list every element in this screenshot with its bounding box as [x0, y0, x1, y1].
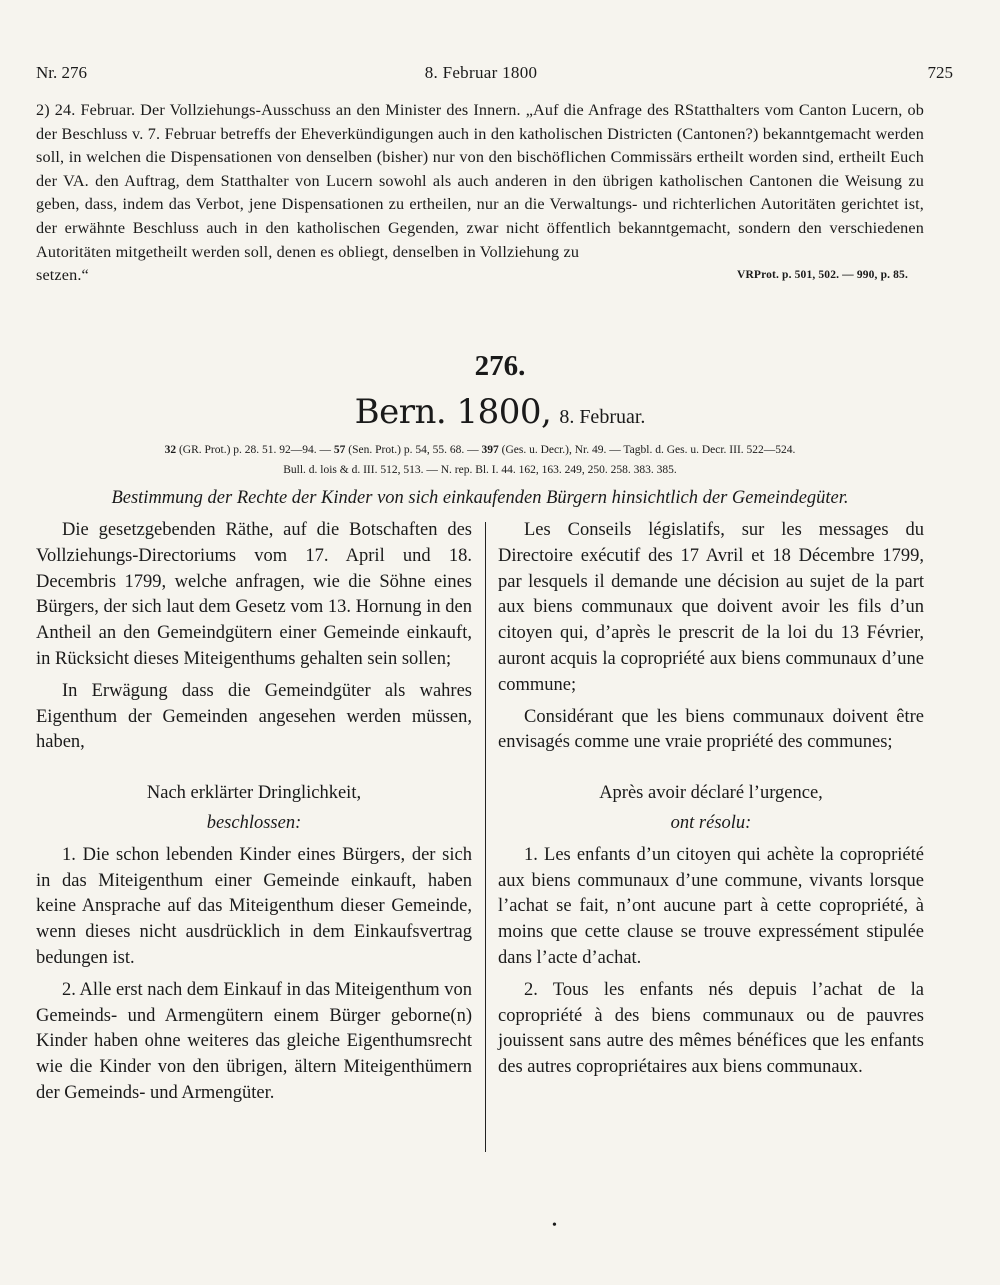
source-ref-text: (Ges. u. Decr.), Nr. 49. — Tagbl. d. Ges. u. Decr. III. 522—524. — [498, 444, 796, 456]
french-article-2: 2. Tous les enfants nés depuis l’achat de la copropriété à des biens communaux ou de pauvres jouissent sans autre des mêmes bénéfices que les enfants des autres copropriétaires aux biens communaux. — [498, 979, 924, 1078]
previous-entry-text — [36, 99, 924, 288]
header-date: 8. Februar 1800 — [424, 63, 538, 82]
source-ref-text: (Sen. Prot.) p. 54, 55. 68. — — [345, 444, 482, 456]
french-urgency: Après avoir déclaré l’urgence, — [599, 783, 823, 804]
french-preamble: Les Conseils législatifs, sur les messages du Directoire exécutif des 17 Avril et 18 Décembre 1799, par lesquels il demande une décision au sujet de la part aux biens communaux que doivent avoir les fils d’un citoyen qui, d’après le prescrit de la loi du 13 Février, auront acquis la copropriété aux biens communaux d’une commune; — [498, 520, 924, 695]
german-consideration: In Erwägung dass die Gemeindgüter als wahres Eigenthum der Gemeinden angesehen werden müssen, haben, — [36, 680, 472, 753]
french-column — [498, 518, 924, 1087]
document-subject: Bestimmung der Rechte der Kinder von sich einkaufenden Bürgern hinsichtlich der Gemeindegüter. — [111, 488, 849, 508]
german-article-1: 1. Die schon lebenden Kinder eines Bürgers, der sich in das Miteigenthum einer Gemeinde einkauft, haben keine Ansprache auf das Miteigenthum dieser Gemeinde, wenn dieses nicht ausdrücklich in dem Einkaufsvertrag bedungen ist. — [36, 844, 472, 968]
header-document-number: Nr. 276 — [36, 63, 87, 82]
source-references-line-2: Bull. d. lois & d. III. 512, 513. — N. rep. Bl. I. 44. 162, 163. 249, 250. 258. 383. 385. — [283, 464, 677, 476]
source-references — [36, 440, 924, 480]
header-page-number: 725 — [927, 63, 953, 82]
source-ref-text: (GR. Prot.) p. 28. 51. 92—94. — — [176, 444, 334, 456]
german-preamble: Die gesetzgebenden Räthe, auf die Botschaften des Vollziehungs-Directoriums vom 17. April und 18. Decembris 1799, welche anfragen, wie die Söhne eines Bürgers, der sich laut dem Gesetz vom 13. Hornung in den Antheil an den Gemeindgütern einer Gemeinde einkauft, in Rücksicht dieses Miteigenthums gehalten sein sollen; — [36, 520, 472, 669]
french-resolved: ont résolu: — [670, 812, 752, 833]
document-heading — [0, 392, 1000, 432]
previous-entry-body: 2) 24. Februar. Der Vollziehungs-Ausschuss an den Minister des Innern. „Auf die Anfrage des RStatthalters vom Canton Lucern, ob der Beschluss v. 7. Februar betreffs der Eheverkündigungen auch in den katholischen Districten (Cantonen?) bekanntgemacht werden soll, in welchen die Dispensationen von denselben (bisher) nur von den bischöflichen Commissärs ertheilt worden sind, ertheilt Euch der VA. den Auftrag, dem Statthalter von Lucern sowohl als auch anderen in den übrigen katholischen Cantonen die Weisung zu geben, dass, indem das Verbot, jene Dispensationen zu ertheilen, nur an die Verwaltungs- und richterlichen Autoritäten gerichtet ist, der erwähnte Beschluss auch in den katholischen Gegenden, zwar nicht öffentlich bekanntgemacht, sondern den verschiedenen Autoritäten mitgetheilt werden soll, denen es obliegt, denselben in Vollziehung zu — [36, 101, 924, 261]
document-number: 276. — [474, 350, 526, 382]
german-urgency: Nach erklärter Dringlichkeit, — [146, 783, 362, 804]
source-references-line-1 — [36, 440, 924, 460]
french-article-1: 1. Les enfants d’un citoyen qui achète la copropriété aux biens communaux d’une commune, vivants lorsque l’achat se fait, n’ont aucune part à cette copropriété, à moins que cette clause se trouve expressément stipulée dans l’acte d’achat. — [498, 844, 924, 968]
previous-entry-reference: VRProt. p. 501, 502. — 990, p. 85. — [736, 269, 908, 282]
column-divider — [485, 522, 486, 1152]
source-ref-number: 32 — [164, 444, 177, 456]
french-consideration: Considérant que les biens communaux doivent être envisagés comme une vraie propriété des communes; — [498, 706, 924, 753]
previous-entry-end-line — [36, 264, 924, 288]
footer-mark: • — [552, 1218, 557, 1233]
german-resolved: beschlossen: — [206, 812, 302, 833]
german-column — [36, 518, 472, 1113]
german-article-2: 2. Alle erst nach dem Einkauf in das Miteigenthum von Gemeinds- und Armengütern einem Bürger geborne(n) Kinder haben ohne weiteres das gleiche Eigenthumsrecht wie die Kinder von den übrigen, ältern Miteigenthümern der Gemeinds- und Armengüter. — [36, 979, 472, 1103]
source-ref-number: 57 — [333, 444, 346, 456]
previous-entry-last-line: setzen.“ — [36, 266, 89, 285]
running-header — [36, 63, 953, 87]
document-place-year: Bern. 1800, — [354, 392, 552, 432]
document-date: 8. Februar. — [559, 406, 646, 428]
source-ref-number: 397 — [481, 444, 499, 456]
